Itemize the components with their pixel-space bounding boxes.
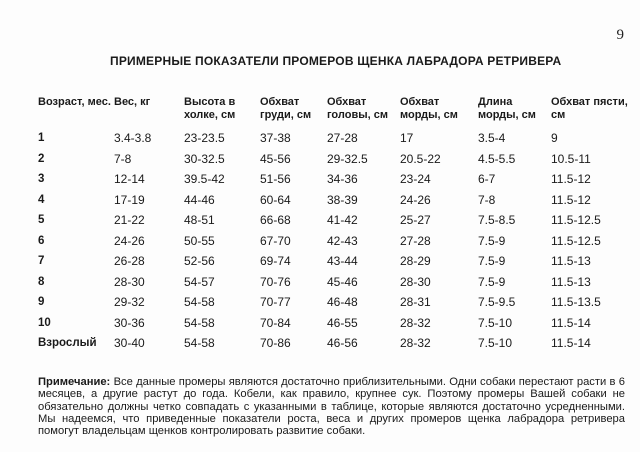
table-cell: 23-23.5	[184, 131, 225, 146]
header-row	[38, 96, 628, 128]
table-cell: 69-74	[260, 254, 291, 269]
table-cell: 28-32	[400, 315, 431, 330]
table-cell: 46-56	[327, 336, 358, 351]
table-cell: 9	[551, 131, 558, 146]
table-cell: 11.5-12	[551, 172, 591, 187]
age-cell: 3	[38, 173, 45, 186]
age-cell: 6	[38, 234, 45, 247]
table-cell: 54-58	[184, 295, 215, 310]
table-cell: 37-38	[260, 131, 291, 146]
table-cell: 7.5-9.5	[478, 295, 516, 310]
table-cell: 11.5-14	[551, 315, 591, 330]
table-cell: 60-64	[260, 192, 291, 207]
table-body	[38, 128, 628, 354]
table-cell: 29-32.5	[327, 151, 368, 166]
table-row	[38, 169, 628, 190]
column-header: Обхват груди, см	[260, 96, 312, 121]
age-cell: 10	[38, 316, 51, 329]
table-cell: 44-46	[184, 192, 215, 207]
table-cell: 39.5-42	[184, 172, 225, 187]
table-cell: 6-7	[478, 172, 496, 187]
table-cell: 21-22	[114, 213, 145, 228]
table-cell: 11.5-12	[551, 192, 591, 207]
table-cell: 24-26	[400, 192, 431, 207]
age-cell: 1	[38, 132, 45, 145]
table-cell: 3.5-4	[478, 131, 506, 146]
table-cell: 48-51	[184, 213, 215, 228]
table-header	[38, 96, 628, 128]
table-cell: 28-30	[114, 274, 145, 289]
table-row	[38, 149, 628, 170]
table-cell: 11.5-12.5	[551, 213, 601, 228]
note-paragraph	[38, 376, 625, 437]
column-header: Возраст, мес.	[38, 96, 111, 108]
table-row	[38, 231, 628, 252]
page-number: 9	[616, 27, 624, 43]
table-cell: 10.5-11	[551, 151, 591, 166]
age-cell: 2	[38, 152, 45, 165]
table-cell: 30-40	[114, 336, 145, 351]
table-cell: 45-56	[260, 151, 291, 166]
table-cell: 27-28	[400, 233, 431, 248]
note-label: Примечание:	[38, 376, 111, 388]
table-cell: 11.5-12.5	[551, 233, 601, 248]
table-cell: 11.5-13.5	[551, 295, 601, 310]
table-cell: 30-36	[114, 315, 145, 330]
table-cell: 25-27	[400, 213, 431, 228]
table-row	[38, 272, 628, 293]
table-cell: 28-31	[400, 295, 431, 310]
column-header: Обхват морды, см	[400, 96, 458, 121]
column-header: Длина морды, см	[478, 96, 536, 121]
table-cell: 28-29	[400, 254, 431, 269]
age-cell: 9	[38, 296, 45, 309]
table-cell: 7.5-9	[478, 274, 506, 289]
column-header: Обхват головы, см	[327, 96, 388, 121]
age-cell: Взрослый	[38, 337, 97, 350]
table-row	[38, 190, 628, 211]
table-cell: 27-28	[327, 131, 358, 146]
age-cell: 4	[38, 193, 45, 206]
table-cell: 29-32	[114, 295, 145, 310]
table-cell: 54-58	[184, 315, 215, 330]
table-cell: 4.5-5.5	[478, 151, 516, 166]
table-cell: 7.5-8.5	[478, 213, 516, 228]
table-cell: 7-8	[114, 151, 132, 166]
table-cell: 54-58	[184, 336, 215, 351]
table-cell: 23-24	[400, 172, 431, 187]
table-cell: 70-86	[260, 336, 291, 351]
table-cell: 38-39	[327, 192, 358, 207]
table-cell: 54-57	[184, 274, 215, 289]
table-cell: 43-44	[327, 254, 358, 269]
table-row	[38, 128, 628, 149]
table-cell: 46-48	[327, 295, 358, 310]
table-cell: 11.5-14	[551, 336, 591, 351]
table-cell: 51-56	[260, 172, 291, 187]
table-row	[38, 292, 628, 313]
column-header: Обхват пясти, см	[551, 96, 628, 121]
table-cell: 12-14	[114, 172, 145, 187]
table-cell: 26-28	[114, 254, 145, 269]
table-cell: 67-70	[260, 233, 291, 248]
table-cell: 70-76	[260, 274, 291, 289]
measurements-table	[38, 96, 628, 354]
page-title: ПРИМЕРНЫЕ ПОКАЗАТЕЛИ ПРОМЕРОВ ЩЕНКА ЛАБРАДОРА РЕТРИВЕРА	[110, 54, 562, 68]
table-cell: 45-46	[327, 274, 358, 289]
age-cell: 8	[38, 275, 45, 288]
age-cell: 7	[38, 255, 45, 268]
table-cell: 70-84	[260, 315, 291, 330]
table-row	[38, 313, 628, 334]
note-text: Все данные промеры являются достаточно приблизительными. Одни собаки перестают расти в 6 месяцев, а другие растут до года. Кобели, как правило, крупнее сук. Поэтому промеры Вашей собаки не обязательно должны четко совпадать с указанными в таблице, которые являются достаточно усредненными. Мы надеемся, что приведенные показатели роста, веса и других промеров щенка лабрадора ретривера помогут владельцам щенков контролировать развитие собаки.	[38, 376, 625, 438]
column-header: Вес, кг	[114, 96, 151, 108]
table-cell: 7.5-10	[478, 336, 513, 351]
table-cell: 28-32	[400, 336, 431, 351]
table-cell: 7.5-10	[478, 315, 513, 330]
table-cell: 46-55	[327, 315, 358, 330]
table-cell: 3.4-3.8	[114, 131, 152, 146]
table-row	[38, 210, 628, 231]
table-cell: 66-68	[260, 213, 291, 228]
table-cell: 7-8	[478, 192, 496, 207]
table-cell: 24-26	[114, 233, 145, 248]
table-cell: 50-55	[184, 233, 215, 248]
table-cell: 17	[400, 131, 414, 146]
age-cell: 5	[38, 214, 45, 227]
table-cell: 11.5-13	[551, 254, 591, 269]
table-cell: 20.5-22	[400, 151, 441, 166]
table-cell: 17-19	[114, 192, 145, 207]
table-cell: 7.5-9	[478, 254, 506, 269]
table-cell: 11.5-13	[551, 274, 591, 289]
column-header: Высота в холке, см	[184, 96, 236, 121]
table-cell: 70-77	[260, 295, 291, 310]
table-cell: 30-32.5	[184, 151, 225, 166]
table-cell: 42-43	[327, 233, 358, 248]
table-row	[38, 333, 628, 354]
table-cell: 7.5-9	[478, 233, 506, 248]
table-cell: 28-30	[400, 274, 431, 289]
table-cell: 52-56	[184, 254, 215, 269]
table-cell: 34-36	[327, 172, 358, 187]
table-row	[38, 251, 628, 272]
table-cell: 41-42	[327, 213, 358, 228]
